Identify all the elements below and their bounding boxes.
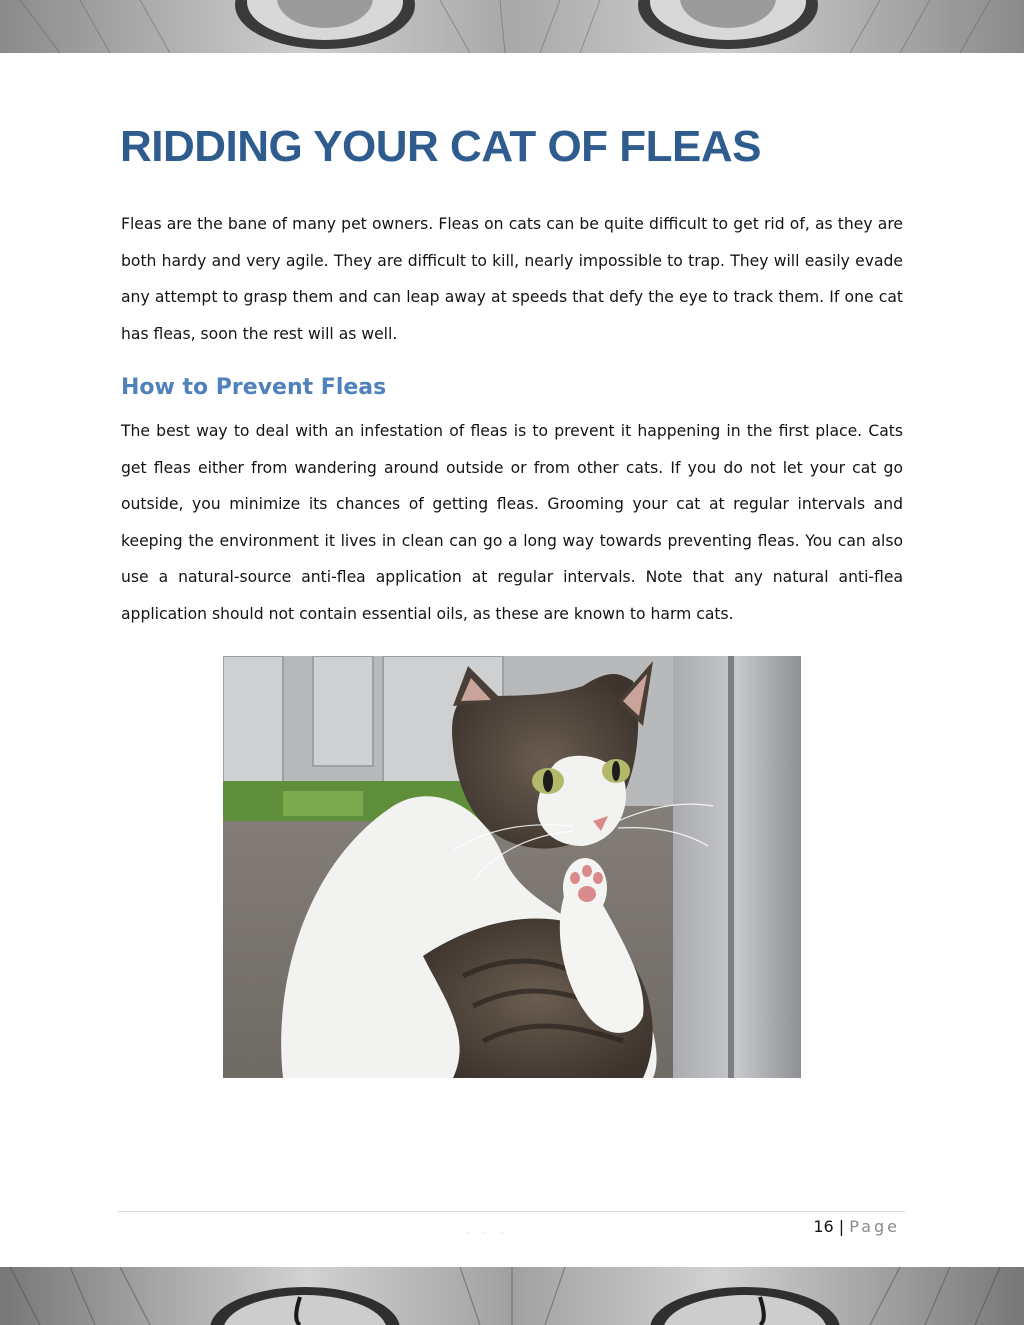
prevent-fleas-paragraph: The best way to deal with an infestation of fleas is to prevent it happening in the first place. Cats get fleas either from wandering around outside or from other cats. If you do not let your cat go outside, you minimize its chances of getting fleas. Grooming your cat at regular intervals and keeping the environment it lives in clean can go a long way towards preventing fleas. You can also use a natural-source anti-flea application at regular intervals. Note that any natural anti-flea application should not contain essential oils, as these are known to harm cats. <box>121 422 903 623</box>
cat-eyes-illustration <box>0 0 1024 53</box>
cat-scratching-illustration <box>223 656 801 1078</box>
footer-divider <box>118 1211 905 1212</box>
footer-banner-image <box>0 1267 1024 1325</box>
section-heading-prevent-fleas: How to Prevent Fleas <box>121 375 387 400</box>
header-banner-image <box>0 0 1024 53</box>
cat-scratching-photo <box>223 656 801 1078</box>
intro-paragraph: Fleas are the bane of many pet owners. Fleas on cats can be quite difficult to get rid of, as they are both hardy and very agile. They are difficult to kill, nearly impossible to trap. They will easily evade any attempt to grasp them and can leap away at speeds that defy the eye to track them. If one cat has fleas, soon the rest will as well. <box>121 215 903 343</box>
page-number-value: 16 <box>813 1217 834 1236</box>
page-title: RIDDING YOUR CAT OF FLEAS <box>120 122 761 171</box>
page-number <box>813 1217 900 1236</box>
cat-eyes-illustration-bottom <box>0 1267 1024 1325</box>
page-number-separator: | <box>838 1217 845 1236</box>
footer-watermark-dots: · · · <box>466 1227 510 1237</box>
page-label: Page <box>849 1217 900 1236</box>
